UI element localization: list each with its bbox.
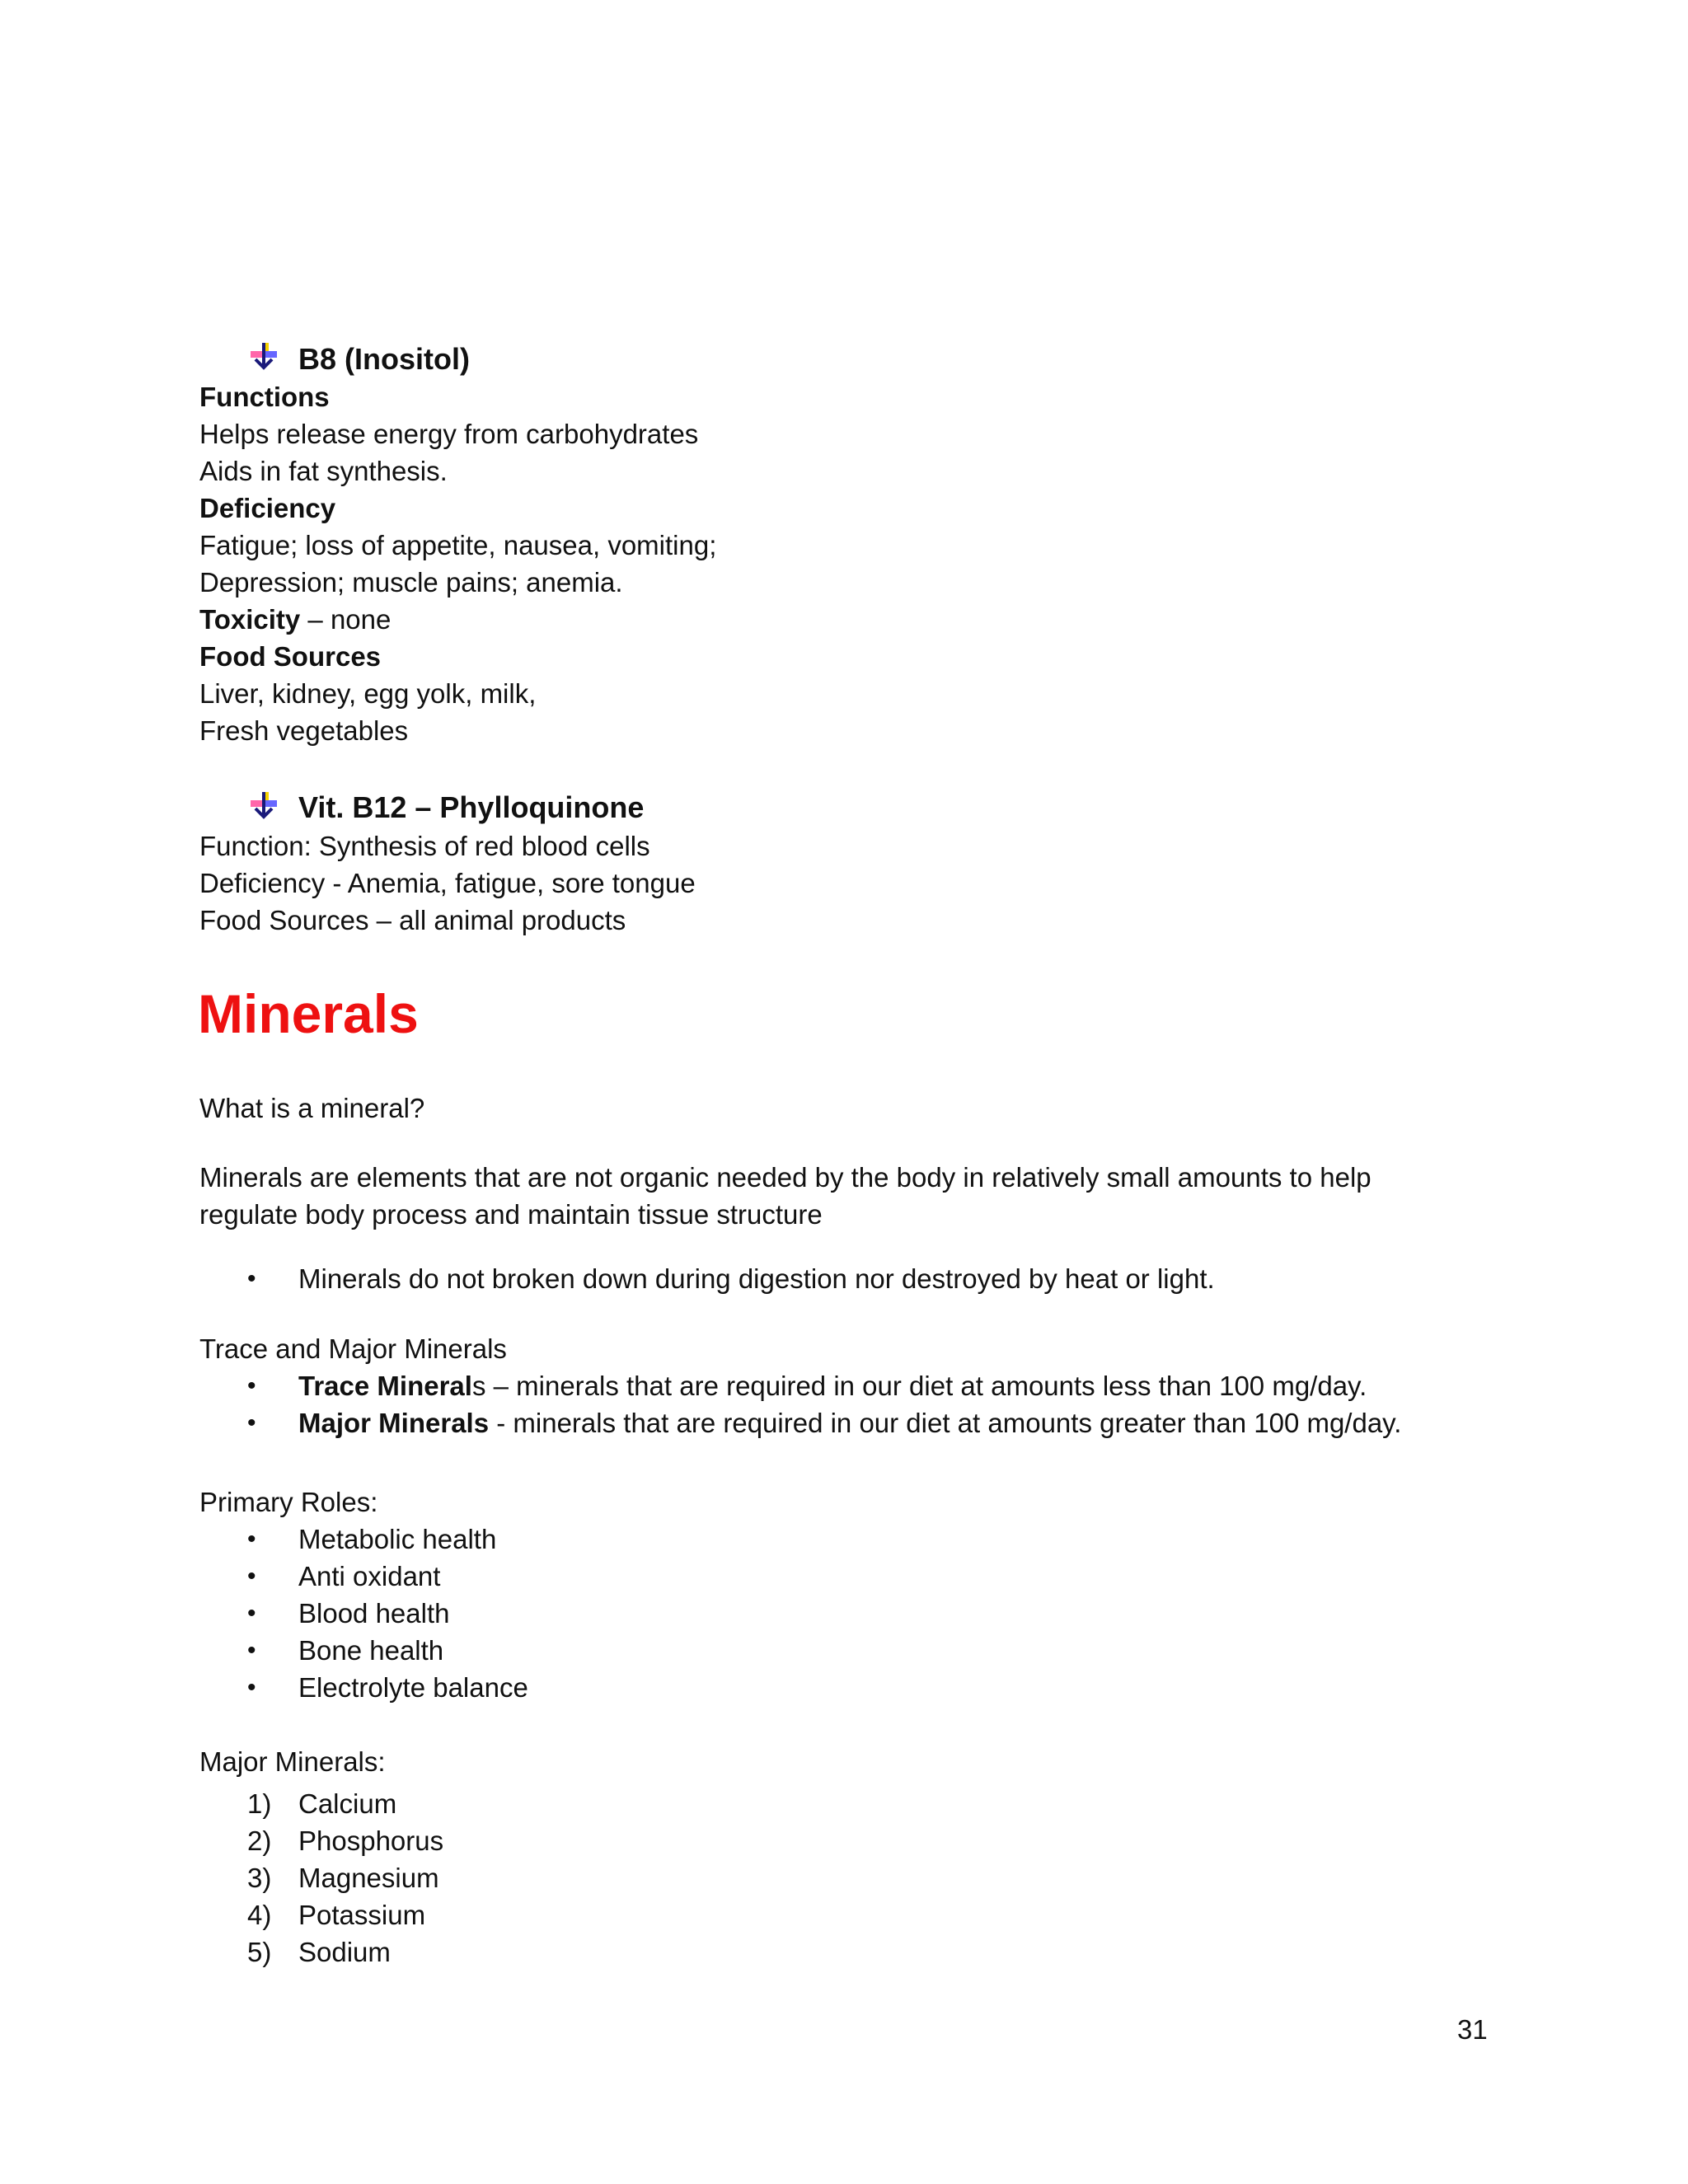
primary-role-item: Bone health <box>298 1635 444 1666</box>
trace-minerals-desc: s – minerals that are required in our diet at amounts less than 100 mg/day. <box>471 1371 1367 1401</box>
trace-minerals-term: Trace Mineral <box>298 1371 472 1401</box>
minerals-definition-line-2: regulate body process and maintain tissue structure <box>199 1199 823 1230</box>
list-number: 3) <box>247 1863 272 1893</box>
major-minerals-label: Major Minerals: <box>199 1746 386 1777</box>
b8-food-label: Food Sources <box>199 641 382 672</box>
minerals-title: Minerals <box>198 983 419 1044</box>
b8-functions-line-1: Helps release energy from carbohydrates <box>199 419 699 449</box>
primary-role-item: Electrolyte balance <box>298 1672 528 1703</box>
list-number: 4) <box>247 1900 272 1930</box>
page-number: 31 <box>1457 2014 1488 2045</box>
b8-heading: B8 (Inositol) <box>298 342 470 376</box>
bullet-marker: • <box>247 1409 256 1436</box>
primary-role-item: Blood health <box>298 1598 450 1629</box>
arrow-down-icon <box>247 340 280 373</box>
list-number: 1) <box>247 1788 272 1819</box>
major-mineral-item: Calcium <box>298 1788 397 1819</box>
bullet-marker: • <box>247 1600 256 1627</box>
major-mineral-item: Sodium <box>298 1937 391 1967</box>
major-minerals-desc: - minerals that are required in our diet at amounts greater than 100 mg/day. <box>489 1408 1402 1438</box>
b8-toxicity-label: Toxicity <box>199 604 301 635</box>
bullet-marker: • <box>247 1526 256 1553</box>
b8-functions-line-2: Aids in fat synthesis. <box>199 456 448 486</box>
b8-deficiency-label: Deficiency <box>199 493 336 523</box>
minerals-definition-line-1: Minerals are elements that are not organic needed by the body in relatively small amounts to help <box>199 1162 1372 1193</box>
b8-deficiency-line-1: Fatigue; loss of appetite, nausea, vomiting; <box>199 530 717 560</box>
b8-toxicity-value: – none <box>300 604 392 635</box>
primary-roles-label: Primary Roles: <box>199 1487 378 1517</box>
bullet-marker: • <box>247 1637 256 1664</box>
primary-role-item: Anti oxidant <box>298 1561 441 1591</box>
b12-line-2: Deficiency - Anemia, fatigue, sore tongue <box>199 868 696 898</box>
trace-minerals-item <box>298 1367 1367 1404</box>
minerals-question: What is a mineral? <box>199 1093 425 1123</box>
bullet-marker: • <box>247 1372 256 1399</box>
b12-line-1: Function: Synthesis of red blood cells <box>199 831 650 861</box>
bullet-marker: • <box>247 1265 256 1292</box>
major-minerals-item <box>298 1404 1401 1441</box>
arrow-down-icon <box>247 789 280 822</box>
b12-heading: Vit. B12 – Phylloquinone <box>298 790 645 824</box>
bullet-marker: • <box>247 1674 256 1701</box>
major-mineral-item: Phosphorus <box>298 1825 444 1856</box>
list-number: 2) <box>247 1825 272 1856</box>
b8-deficiency-line-2: Depression; muscle pains; anemia. <box>199 567 623 598</box>
minerals-bullet-note: Minerals do not broken down during digestion nor destroyed by heat or light. <box>298 1263 1215 1294</box>
major-minerals-term: Major Minerals <box>298 1408 490 1438</box>
trace-major-label: Trace and Major Minerals <box>199 1333 507 1364</box>
major-mineral-item: Potassium <box>298 1900 426 1930</box>
b12-line-3: Food Sources – all animal products <box>199 905 626 935</box>
b8-food-line-2: Fresh vegetables <box>199 715 409 746</box>
b8-toxicity-line <box>199 601 391 638</box>
b8-food-line-1: Liver, kidney, egg yolk, milk, <box>199 678 537 709</box>
list-number: 5) <box>247 1937 272 1967</box>
bullet-marker: • <box>247 1563 256 1590</box>
major-mineral-item: Magnesium <box>298 1863 439 1893</box>
primary-role-item: Metabolic health <box>298 1524 497 1554</box>
b8-functions-label: Functions <box>199 382 330 412</box>
